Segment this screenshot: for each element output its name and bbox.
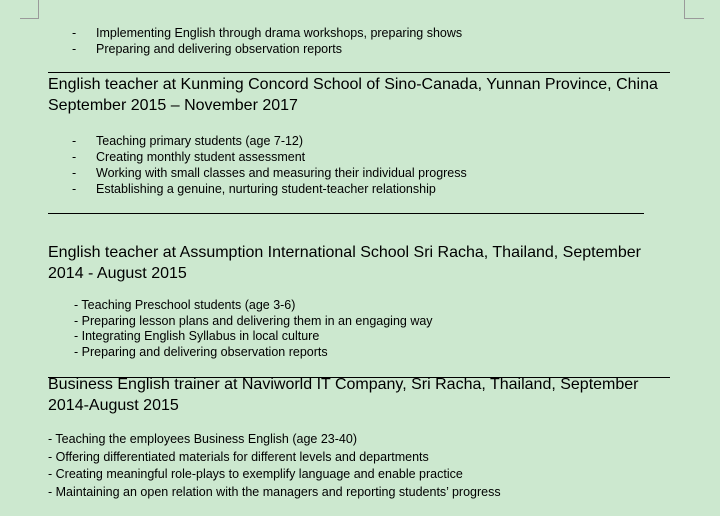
list-item: - Creating monthly student assessment: [72, 150, 306, 164]
list-item: - Teaching Preschool students (age 3-6): [74, 298, 296, 312]
list-item: - Offering differentiated materials for different levels and departments: [48, 449, 429, 464]
list-item: - Preparing and delivering observation reports: [74, 344, 328, 359]
list-item: - Teaching the employees Business English (age 23-40): [48, 432, 357, 446]
job-dates: September 2015 – November 2017: [48, 97, 298, 114]
job-heading-naviworld: [48, 374, 639, 416]
assumption-bullet-list: [74, 298, 433, 360]
list-item: - Integrating English Syllabus in local culture: [74, 329, 320, 344]
list-item: - Maintaining an open relation with the managers and reporting students’ progress: [48, 484, 501, 499]
job-dates: 2014 - August 2015: [48, 265, 187, 282]
list-item: - Creating meaningful role-plays to exemplify language and enable practice: [48, 467, 463, 481]
section-divider: [48, 213, 644, 214]
job-title: English teacher at Kunming Concord School of Sino-Canada, Yunnan Province, China: [48, 76, 658, 93]
kunming-bullet-list: [72, 133, 467, 197]
list-item: - Preparing lesson plans and delivering them in an engaging way: [74, 313, 433, 328]
section-divider: [48, 72, 670, 73]
job-title: Business English trainer at Naviworld IT Company, Sri Racha, Thailand, September: [48, 376, 639, 393]
list-item: - Preparing and delivering observation reports: [72, 42, 342, 56]
job-heading-assumption: [48, 242, 641, 284]
previous-job-bullet-list: [72, 25, 462, 57]
job-dates: 2014-August 2015: [48, 397, 179, 414]
list-item: - Teaching primary students (age 7-12): [72, 134, 304, 148]
list-item: - Implementing English through drama workshops, preparing shows: [72, 26, 463, 40]
list-item: - Establishing a genuine, nurturing student-teacher relationship: [72, 182, 436, 196]
naviworld-bullet-list: [48, 431, 501, 501]
job-heading-kunming: [48, 74, 658, 116]
list-item: - Working with small classes and measuring their individual progress: [72, 166, 467, 180]
job-title: English teacher at Assumption International School Sri Racha, Thailand, September: [48, 244, 641, 261]
